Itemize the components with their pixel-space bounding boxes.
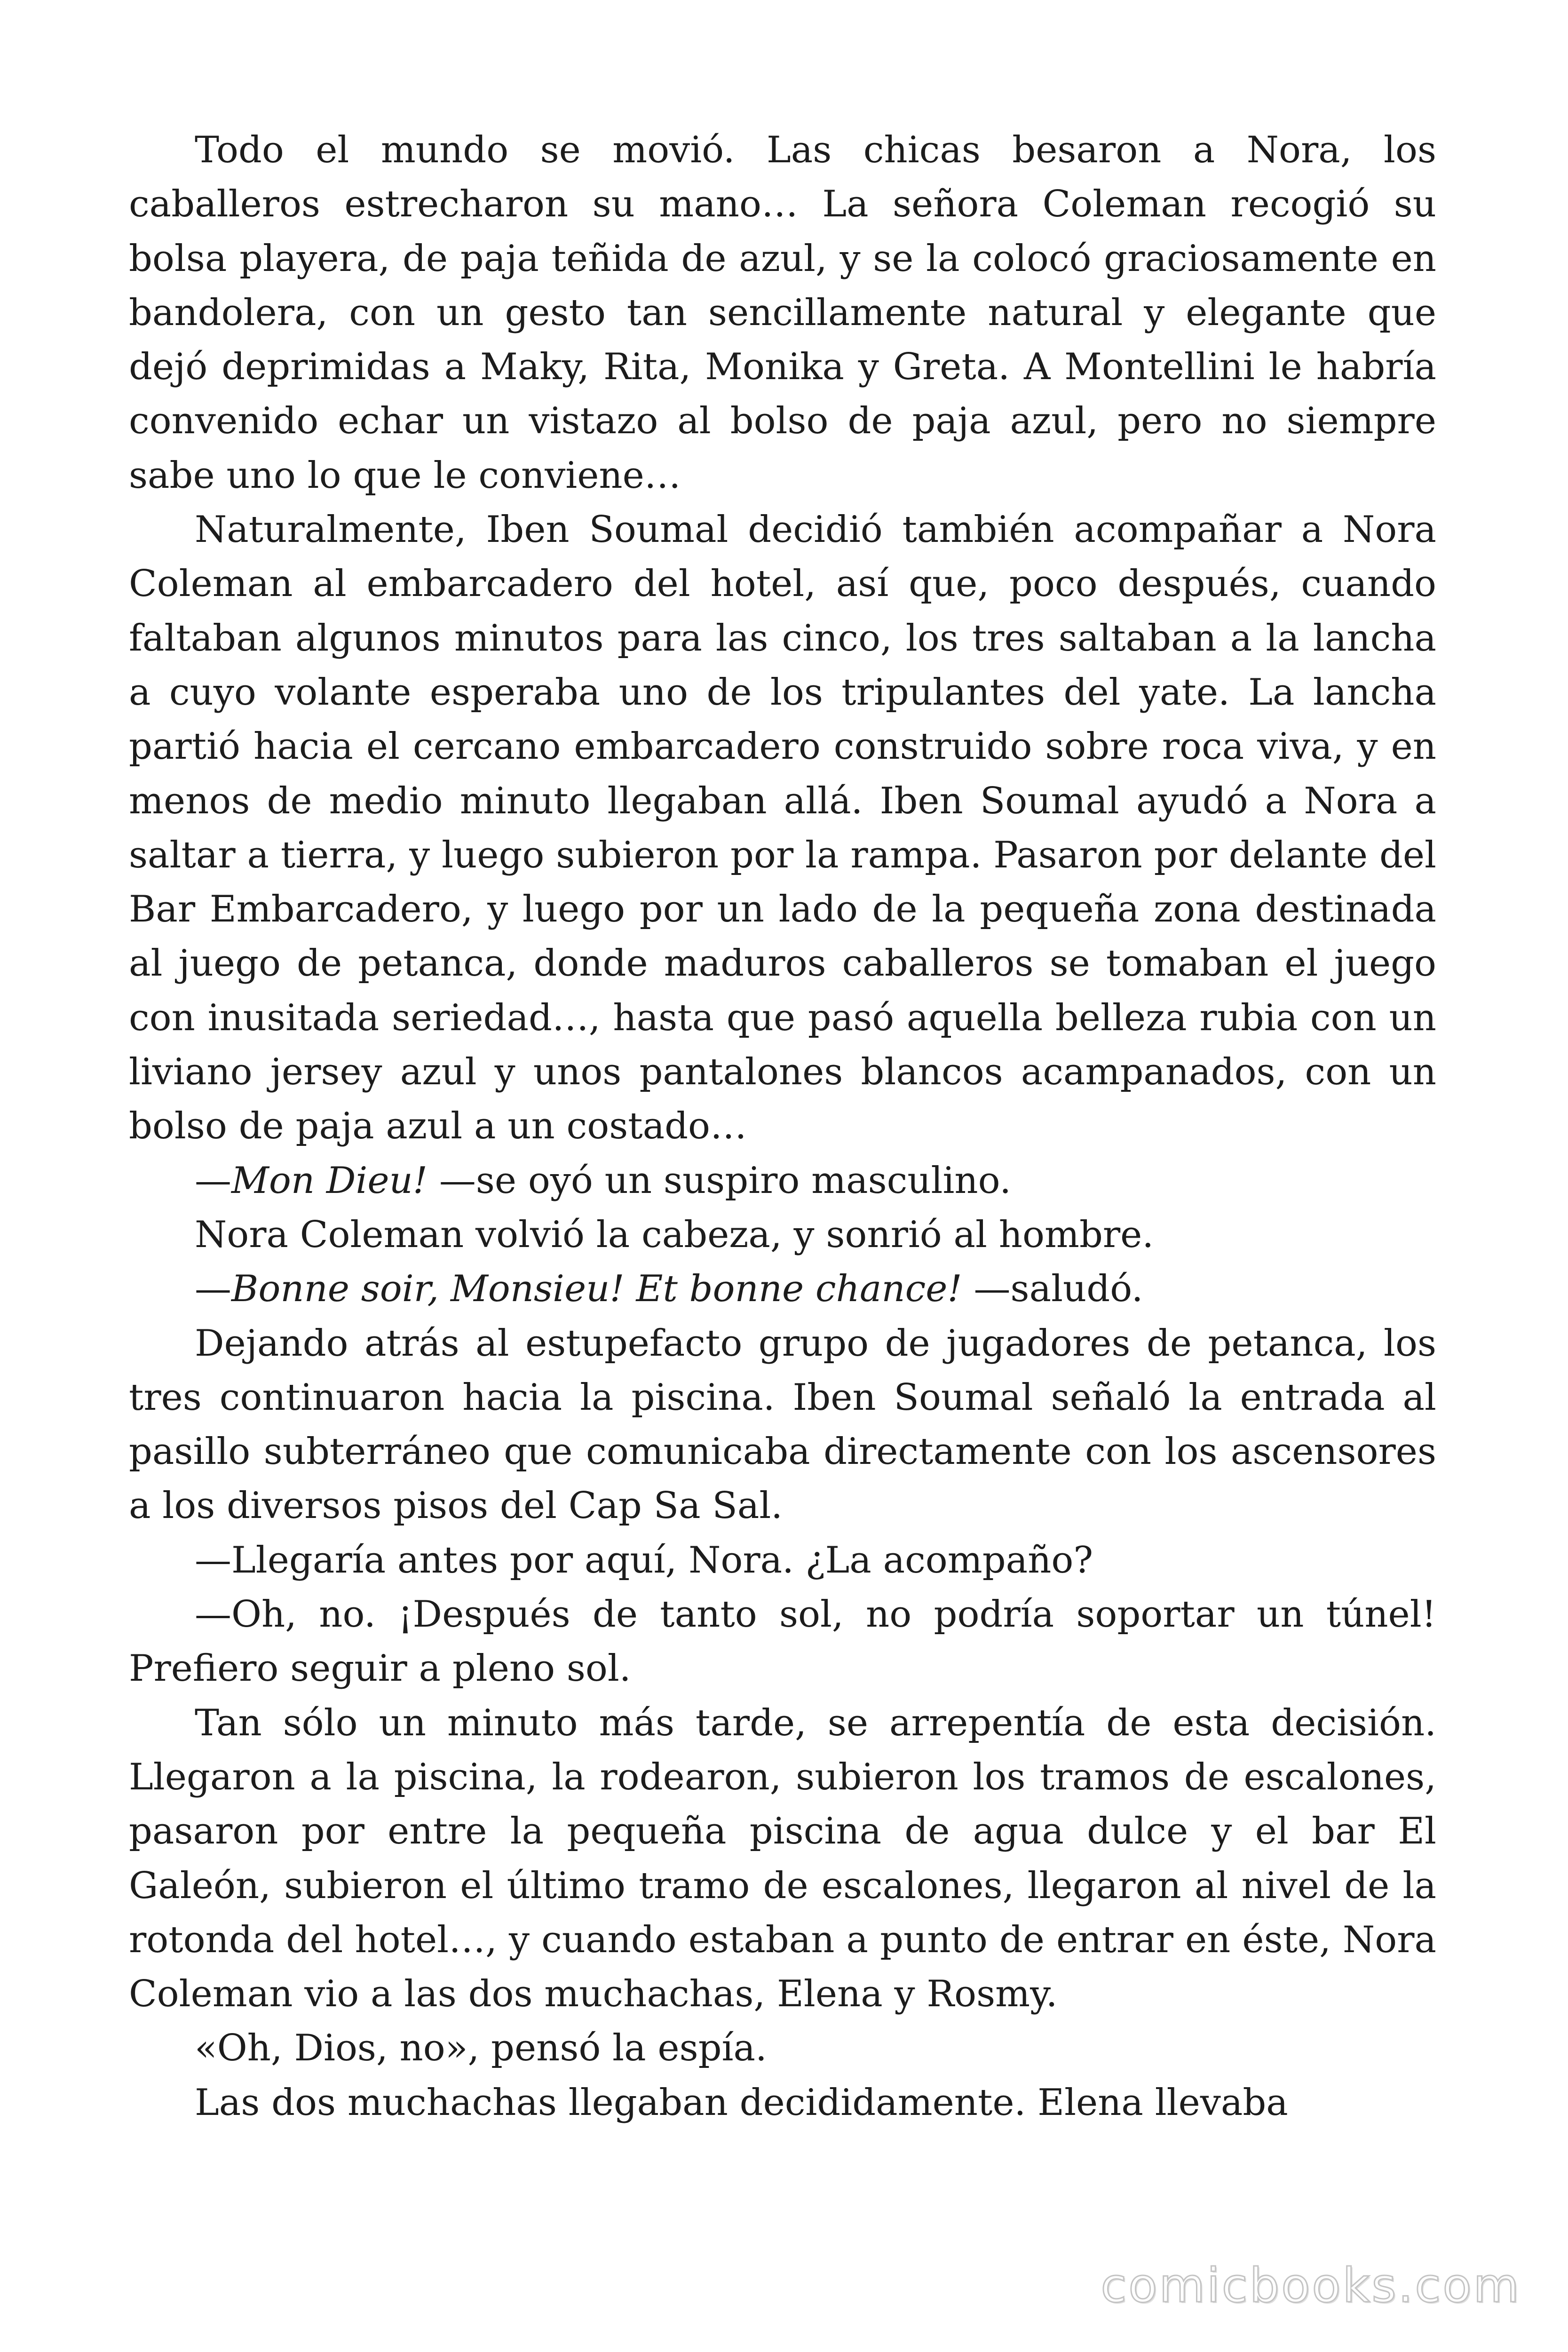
watermark: comicbooks.com bbox=[1101, 2258, 1521, 2313]
dialogue-rest: —se oyó un suspiro masculino. bbox=[428, 1159, 1012, 1202]
italic-phrase: Mon Dieu! bbox=[231, 1159, 428, 1202]
paragraph: —Oh, no. ¡Después de tanto sol, no podría soportar un túnel! Prefiero seguir a pleno sol. bbox=[129, 1593, 1436, 1690]
paragraph: Tan sólo un minuto más tarde, se arrepentía de esta decisión. Llegaron a la piscina, la rodearon, subieron los tramos de escalones, pasaron por entre la pequeña piscina de agua dulce y el bar El Galeón, subieron el último tramo de escalones, llegaron al nivel de la rotonda del hotel…, y cuando estaban a punto de entrar en éste, Nora Coleman vio a las dos muchachas, Elena y Rosmy. bbox=[129, 1701, 1436, 2016]
paragraph: Todo el mundo se movió. Las chicas besaron a Nora, los caballeros estrecharon su mano… La señora Coleman recogió su bolsa playera, de paja teñida de azul, y se la colocó graciosamente en bandolera, con un gesto tan sencillamente natural y elegante que dejó deprimidas a Maky, Rita, Monika y Greta. A Montellini le habría convenido echar un vistazo al bolso de paja azul, pero no siempre sabe uno lo que le conviene… bbox=[129, 129, 1436, 497]
dialogue-rest: —saludó. bbox=[962, 1268, 1143, 1311]
italic-phrase: Bonne soir, Monsieu! Et bonne chance! bbox=[231, 1268, 962, 1311]
paragraph: —Llegaría antes por aquí, Nora. ¿La acompaño? bbox=[195, 1539, 1093, 1581]
body-text bbox=[129, 123, 1436, 2130]
paragraph: «Oh, Dios, no», pensó la espía. bbox=[195, 2027, 767, 2070]
dialogue-line bbox=[129, 1262, 1436, 1316]
paragraph: Naturalmente, Iben Soumal decidió también acompañar a Nora Coleman al embarcadero del hotel, así que, poco después, cuando faltaban algunos minutos para las cinco, los tres saltaban a la lancha a cuyo volante esperaba uno de los tripulantes del yate. La lancha partió hacia el cercano embarcadero construido sobre roca viva, y en menos de medio minuto llegaban allá. Iben Soumal ayudó a Nora a saltar a tierra, y luego subieron por la rampa. Pasaron por delante del Bar Embarcadero, y luego por un lado de la pequeña zona destinada al juego de petanca, donde maduros caballeros se tomaban el juego con inusitada seriedad…, hasta que pasó aquella belleza rubia con un liviano jersey azul y unos pantalones blancos acampanados, con un bolso de paja azul a un costado… bbox=[129, 509, 1436, 1148]
paragraph: Las dos muchachas llegaban decididamente. Elena llevaba bbox=[195, 2081, 1288, 2124]
dialogue-dash: — bbox=[195, 1268, 231, 1311]
paragraph: Nora Coleman volvió la cabeza, y sonrió al hombre. bbox=[195, 1213, 1154, 1256]
dialogue-line bbox=[129, 1154, 1436, 1208]
dialogue-dash: — bbox=[195, 1159, 231, 1202]
paragraph: Dejando atrás al estupefacto grupo de jugadores de petanca, los tres continuaron hacia la piscina. Iben Soumal señaló la entrada al pasillo subterráneo que comunicaba directamente con los ascensores a los diversos pisos del Cap Sa Sal. bbox=[129, 1322, 1436, 1527]
